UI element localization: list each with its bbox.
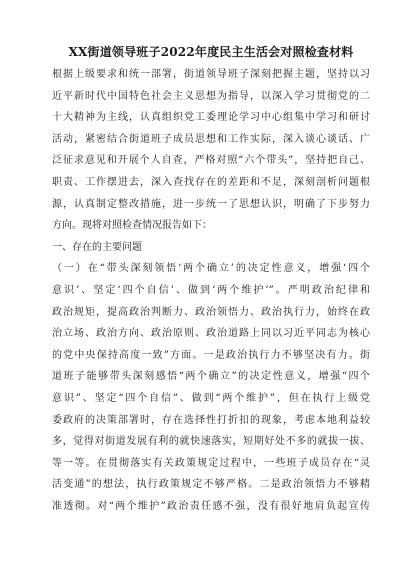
section-heading: 一、存在的主要问题 xyxy=(52,241,142,253)
body-line: （一）在“带头深刻领悟‘两个确立’的决定性意义，增强‘四个 xyxy=(52,263,370,275)
body-line: 等一等。在贯彻落实有关政策规定过程中，一些班子成员存在“灵 xyxy=(52,457,370,469)
body-line: 的党中央保持高度一致”方面。一是政治执行力不够坚决有力。街 xyxy=(52,349,370,361)
body-line: 意识’、坚定‘四个自信’、做到‘两个维护’”。严明政治纪律和 xyxy=(52,284,370,296)
body-line: 委政府的决策部署时，存在选择性打折扣的现象，考虑本地利益较 xyxy=(52,414,370,426)
body-line: 意识”、坚定“四个自信”、做到“两个维护”，但在执行上级党 xyxy=(52,392,370,404)
body-line: 职责、工作摆进去，深入查找存在的差距和不足，深刻剖析问题根 xyxy=(52,176,370,188)
body-line: 方向。现将对照检查情况报告如下： xyxy=(52,220,212,232)
document-title: XX街道领导班子2022年度民主生活会对照检查材料 xyxy=(68,45,354,59)
body-line: 十大精神为主线，认真组织党工委理论学习中心组集中学习和研讨 xyxy=(52,112,370,124)
body-line: 道班子能够带头深刻感悟“两个确立”的决定性意义，增强“四个 xyxy=(52,371,370,383)
body-line: 治立场、政治方向、政治原则、政治道路上同以习近平同志为核心 xyxy=(52,328,370,340)
body-line: 源，认真制定整改措施，进一步统一了思想认识，明确了下步努力 xyxy=(52,198,370,210)
body-line: 根据上级要求和统一部署，街道领导班子深刻把握主题，坚持以习 xyxy=(52,69,370,80)
body-line: 活变通”的想法，执行政策规定不够严格。二是政治领悟力不够精 xyxy=(52,479,370,491)
document-body xyxy=(52,64,370,517)
body-line: 泛征求意见和开展个人自查，严格对照“六个带头”，坚持把自己、 xyxy=(52,155,370,167)
body-line: 准透彻。对“两个维护”政治责任感不强，没有很好地肩负起宣传 xyxy=(52,500,370,512)
body-line: 多，觉得对街道发展有利的就快速落实，短期好处不多的就拔一拔、 xyxy=(52,436,370,448)
document-page xyxy=(52,44,370,517)
body-line: 近平新时代中国特色社会主义思想为指导，以深入学习贯彻党的二 xyxy=(52,90,370,102)
body-line: 政治规矩，提高政治判断力、政治领悟力、政治执行力，始终在政 xyxy=(52,306,370,318)
body-line: 活动，紧密结合街道班子成员思想和工作实际，深入谈心谈话、广 xyxy=(52,133,370,145)
